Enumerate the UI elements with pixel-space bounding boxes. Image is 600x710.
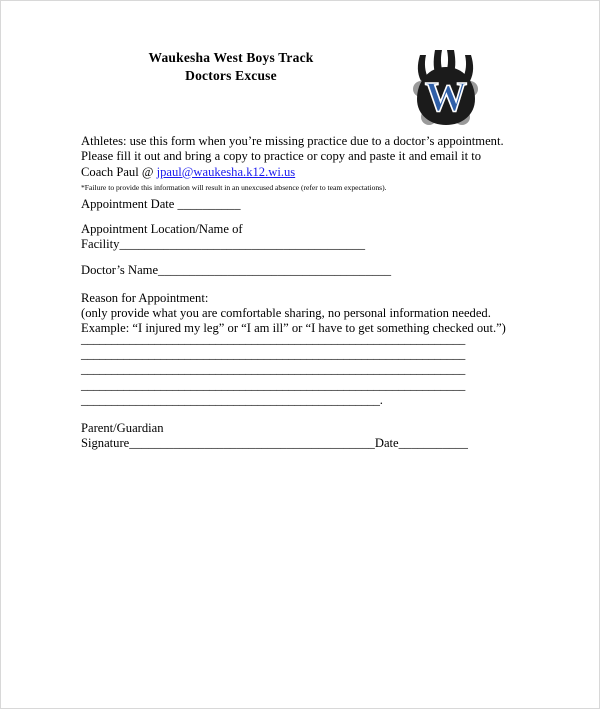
reason-note-line-1: (only provide what you are comfortable sharing, no personal information needed. [81,306,491,320]
appointment-location-label: Appointment Location/Name of [81,222,243,236]
blank-rule[interactable]: _______________________________________________________________ [81,332,466,346]
title-line-1: Waukesha West Boys Track [148,50,314,65]
footnote-text: *Failure to provide this information will result in an unexcused absence (refer to team expectations). [81,182,387,192]
reason-write-in-lines[interactable] [81,332,481,408]
intro-line-1: Athletes: use this form when you’re missing practice due to a doctor’s appointment. [81,134,504,148]
team-logo-icon [405,45,487,129]
svg-text:W: W [425,75,467,121]
doctor-name-field[interactable]: Doctor’s Name_____________________________________ [81,263,392,277]
blank-rule[interactable]: _________________________________________________. [81,392,383,407]
parent-guardian-label: Parent/Guardian [81,421,164,435]
wolverine-paw-logo-svg [405,45,487,129]
document-header [1,45,600,125]
signature-date-field[interactable]: Signature_______________________________________Date___________ [81,436,468,450]
coach-contact-prefix: Coach Paul @ [81,164,157,179]
document-content [1,1,600,710]
reason-note-line-2: Example: “I injured my leg” or “I am ill” or “I have to get something checked out.”) [81,321,506,335]
intro-paragraph [81,134,504,193]
facility-field[interactable]: Facility_______________________________________ [81,237,366,251]
blank-rule[interactable]: _______________________________________________________________ [81,347,466,362]
page-title [101,49,361,85]
blank-rule[interactable]: _______________________________________________________________ [81,362,466,377]
intro-line-3 [81,165,501,180]
appointment-date-field[interactable]: Appointment Date __________ [81,197,241,211]
coach-email-link[interactable]: jpaul@waukesha.k12.wi.us [156,164,296,179]
blank-rule[interactable]: _______________________________________________________________ [81,377,466,392]
intro-line-2: Please fill it out and bring a copy to practice or copy and paste it and email it to [81,149,482,164]
title-line-2: Doctors Excuse [185,68,277,83]
reason-label: Reason for Appointment: [81,291,209,305]
